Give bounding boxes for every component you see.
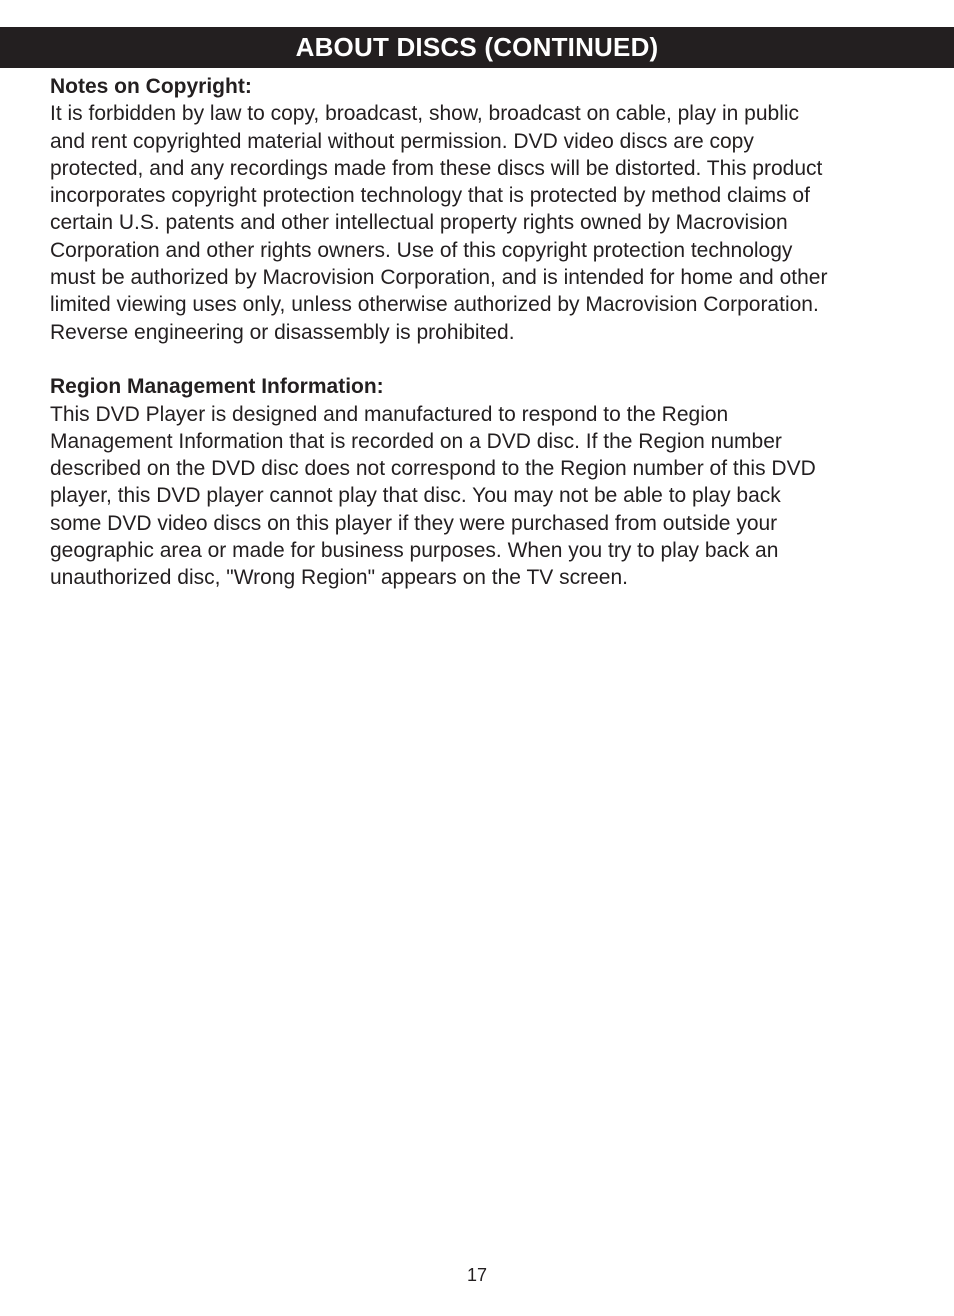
copyright-notes-section [50,73,920,346]
paragraph-line: incorporates copyright protection technology that is protected by method claims of [50,184,810,208]
paragraph-line: This DVD Player is designed and manufactured to respond to the Region [50,402,729,426]
paragraph-line: Management Information that is recorded on a DVD disc. If the Region number [50,429,782,453]
section-header-bar [0,27,954,68]
paragraph-line: must be authorized by Macrovision Corporation, and is intended for home and other [50,266,828,290]
region-heading: Region Management Information: [50,375,384,399]
page-number: 17 [466,1265,488,1285]
paragraph-line: protected, and any recordings made from these discs will be distorted. This product [50,156,823,180]
paragraph-line: Corporation and other rights owners. Use of this copyright protection technology [50,238,793,262]
paragraph-line: geographic area or made for business purposes. When you try to play back an [50,539,779,563]
paragraph-line: certain U.S. patents and other intellectual property rights owned by Macrovision [50,211,788,235]
paragraph-line: It is forbidden by law to copy, broadcast, show, broadcast on cable, play in public [50,102,800,126]
paragraph-line: described on the DVD disc does not correspond to the Region number of this DVD [50,457,816,481]
paragraph-line: limited viewing uses only, unless otherwise authorized by Macrovision Corporation. [50,293,819,317]
page-title: ABOUT DISCS (CONTINUED) [295,32,659,62]
paragraph-line: unauthorized disc, "Wrong Region" appears on the TV screen. [50,566,628,590]
paragraph-line: and rent copyrighted material without permission. DVD video discs are copy [50,129,754,153]
region-management-section [50,373,920,591]
section-spacer [50,346,920,373]
region-body [50,401,920,592]
paragraph-line: Reverse engineering or disassembly is prohibited. [50,320,515,344]
paragraph-line: some DVD video discs on this player if they were purchased from outside your [50,511,778,535]
paragraph-line: player, this DVD player cannot play that disc. You may not be able to play back [50,484,781,508]
document-content [50,73,920,592]
copyright-body [50,100,920,346]
copyright-heading: Notes on Copyright: [50,75,252,98]
